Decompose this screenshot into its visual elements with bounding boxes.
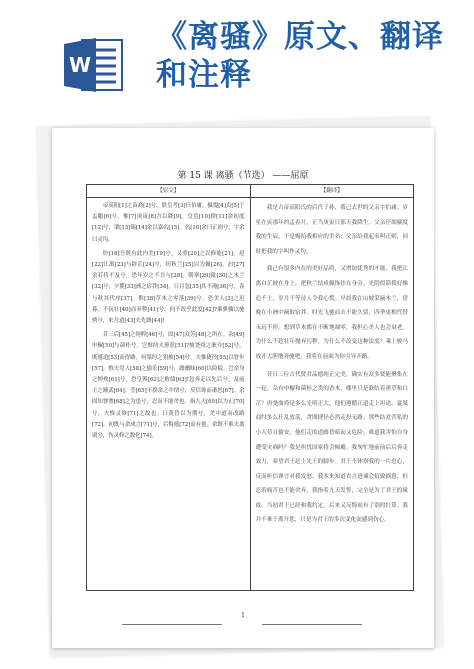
original-paragraph: 纷[18]吾既有此内美[19]兮，又重[20]之以修能[21]。扈[22]江离[23]与辟芷[24]兮，纫秋兰[25]以为佩[26]。汩[27]余若将不及兮，恐年岁之不吾与[28]。朝搴[29]阰[30]之木兰[32]兮，夕揽[33]洲之宿莽[34]。日月忽[35]其不淹[36]兮，春与秋其代序[37]。惟[38]草木之零落[39]兮，恐美人[3]之迟暮。不抚壮[40]而弃秽[41]兮，何不改乎此度[42]?乘骐骥以驰骋兮，来吾道[43]夫先路[44]!	[92, 250, 245, 325]
translation-paragraph: 我是古帝高阳氏的后代子孙，我已去世的父亲字伯庸。岁星在寅那年的孟春月，正当庚寅日那天我降生。父亲仔细揣度我的生辰，于是赐给我相应的美名：父亲给我起名叫正则，同时把我的字叫作灵均。	[255, 205, 408, 255]
translation-text	[251, 198, 414, 534]
footer-rule	[122, 618, 362, 628]
document-heading: 第 15 课 离骚（节选） ——屈原	[177, 171, 309, 181]
page-title: 《离骚》原文、翻译和注释	[156, 19, 444, 93]
original-text	[87, 198, 250, 448]
translation-paragraph: 昔日三位古代贤君品德纯正完美，确实有众多贤能聚集在一起。杂有申椒和菌桂之类的香木，哪里只是联结着蕙草和白芷？唐尧虞舜是多么光明正大，他们遵循正道走上坦途。夏桀商纣多么狂乱放荡，贪图捷径必然走投无路。那些结党营私的小人苟且偷安，他们走的道路昏暗而又危险。难道我害怕自身遭受灾祸吗？我是担忧国家将会倾覆。我匆忙地前前后后奔走效力，希望君王赶上先王的脚步。君王不体察我的一片忠心，反而听信谗言对我发怒。我本来知道直言进谏会招致祸患，但忍着痛苦也不能舍弃。我指着九天发誓，完全是为了君王的缘故。当初君王已经和我约定，后来又反悔而有了别的打算。我并不难于离开您，只是为君王的多次变化而感到伤心。	[255, 371, 408, 524]
original-paragraph: 昔三后[45]之纯粹[46]兮，固[47]众芳[48]之所在。杂[49]申椒[50]与菌桂兮，岂惟纫夫蕙茝[51]?彼尧舜之耿介[52]兮，既遵道[53]而得路。何桀纣之猖披[54]兮，夫惟捷径[55]以窘步[57]。惟夫党人[58]之偷乐[59]兮，路幽昧[60]以险隘。岂余身之惮殃[61]兮，恐皇舆[62]之败绩[63]!忽奔走以先后兮，及前王之踵武[64]。荃[65]不揆余之中情兮，反信谗而齑怒[67]。余固知謇謇[68]之为患兮，忍而不能舍也。指九天[69]以为正[70]兮，夫惟灵修[71]之故也。曰黄昏以为期兮，羌中道而改路[72]。初既与余成言[71]兮，后悔遁[72]而有他。余既不难夫离别兮，伤灵修之数化[74]。	[92, 332, 245, 440]
text-table	[86, 184, 414, 591]
translation-column-header: 【翻译】	[251, 185, 414, 198]
page-number: 1	[241, 612, 245, 619]
original-column-header: 【原文】	[87, 185, 250, 198]
svg-text:W: W	[68, 53, 92, 77]
word-doc-icon	[62, 36, 126, 94]
translation-paragraph: 我已有很多内在的美好品质，又增加优秀的才能。我把江离白芷披在身上，把秋兰结成佩饰挂在身旁。光阴似箭我好像追不上，岁月不等待人令我心慌。早晨我在山坡采摘木兰，傍晚在小洲中摘取宿莽。时光飞驰而去不能久留，四季更相代替永远不停。想到草木都在不断地凋零，我担心美人也会衰老。为什么不趁壮年抛弃污秽，为什么不改变这种法度？乘上骏马放开大胆地奔驰吧，我将在前面为你引导开路。	[255, 266, 408, 360]
original-column	[87, 185, 251, 590]
original-paragraph: 帝高阳[1]之苗裔[2]兮，朕皇考[3]曰伯庸。摄提[4]贞[5]于孟陬[6]兮，惟[7]庚寅[8]吾以降[9]。皇览[10]揆[11]余初度[12]兮，肇[13]锡[14]余以嘉名[15]。名[16]余曰正则兮，字余曰灵均。	[92, 203, 245, 243]
document-page	[52, 128, 434, 648]
translation-column	[251, 185, 414, 590]
